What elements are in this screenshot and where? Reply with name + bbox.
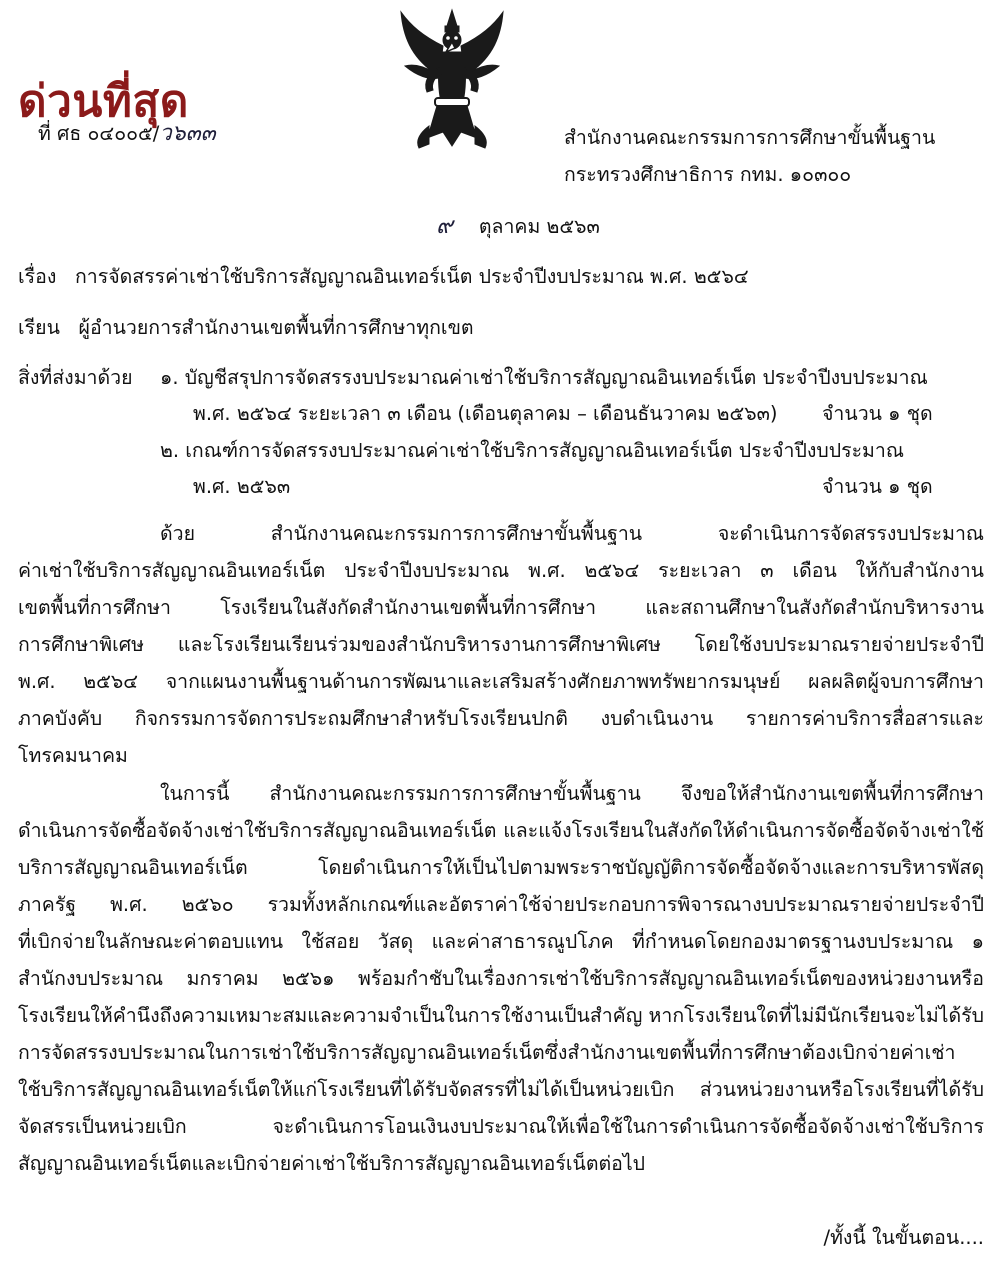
- urgency-heading: ด่วนที่สุด: [18, 76, 189, 127]
- paragraph-2-line: ใช้บริการสัญญาณอินเทอร์เน็ตให้แก่โรงเรียนที่ได้รับจัดสรรที่ไม่ได้เป็นหน่วยเบิก ส่วนหน่วยงานหรือโรงเรียนที่ได้รับ: [18, 1078, 984, 1101]
- paragraph-2-line: ที่เบิกจ่ายในลักษณะค่าตอบแทน ใช้สอย วัสดุ และค่าสาธารณูปโภค ที่กำหนดโดยกองมาตรฐานงบประมาณ ๑: [18, 930, 984, 953]
- paragraph-2-line: ดำเนินการจัดซื้อจัดจ้างเช่าใช้บริการสัญญาณอินเทอร์เน็ต และแจ้งโรงเรียนในสังกัดให้ดำเนินการจัดซื้อจัดจ้างเช่าใช้: [18, 819, 984, 842]
- subject-text: การจัดสรรค่าเช่าใช้บริการสัญญาณอินเทอร์เน็ต ประจำปีงบประมาณ พ.ศ. ๒๕๖๔: [74, 265, 749, 288]
- paragraph-2-line: สัญญาณอินเทอร์เน็ตและเบิกจ่ายค่าเช่าใช้บริการสัญญาณอินเทอร์เน็ตต่อไป: [18, 1152, 646, 1175]
- attachment-1-quantity: จำนวน ๑ ชุด: [822, 402, 933, 425]
- paragraph-1-line: เขตพื้นที่การศึกษา โรงเรียนในสังกัดสำนักงานเขตพื้นที่การศึกษา และสถานศึกษาในสังกัดสำนักบริหารงาน: [18, 596, 984, 619]
- attachment-2-quantity: จำนวน ๑ ชุด: [822, 475, 933, 498]
- date-day-handwritten: ๙: [436, 213, 453, 239]
- attachments-label: สิ่งที่ส่งมาด้วย: [18, 366, 133, 389]
- paragraph-2-line: สำนักงบประมาณ มกราคม ๒๕๖๑ พร้อมกำชับในเรื่องการเช่าใช้บริการสัญญาณอินเทอร์เน็ตของหน่วยงานหรือ: [18, 967, 984, 990]
- continuation-marker: /ทั้งนี้ ในขั้นตอน....: [823, 1226, 984, 1249]
- recipient-text: ผู้อำนวยการสำนักงานเขตพื้นที่การศึกษาทุกเขต: [78, 316, 474, 339]
- recipient-line: [18, 318, 474, 338]
- paragraph-2-line: จัดสรรเป็นหน่วยเบิก จะดำเนินการโอนเงินงบประมาณให้เพื่อใช้ในการดำเนินการจัดซื้อจัดจ้างเช่าใช้บริการ: [18, 1115, 984, 1138]
- paragraph-2-line: โรงเรียนให้คำนึงถึงความเหมาะสมและความจำเป็นในการใช้งานเป็นสำคัญ หากโรงเรียนใดที่ไม่มีนักเรียนจะไม่ได้รับ: [18, 1004, 984, 1027]
- attachment-2-line1: ๒. เกณฑ์การจัดสรรงบประมาณค่าเช่าใช้บริการสัญญาณอินเทอร์เน็ต ประจำปีงบประมาณ: [160, 439, 904, 462]
- subject-label: เรื่อง: [18, 265, 57, 288]
- paragraph-2-line: ภาครัฐ พ.ศ. ๒๕๖๐ รวมทั้งหลักเกณฑ์และอัตราค่าใช้จ่ายประกอบการพิจารณางบประมาณรายจ่ายประจำปี: [18, 893, 984, 916]
- attachment-1-line2: พ.ศ. ๒๕๖๔ ระยะเวลา ๓ เดือน (เดือนตุลาคม – เดือนธันวาคม ๒๕๖๓): [193, 402, 778, 425]
- paragraph-1-line: โทรคมนาคม: [18, 744, 128, 767]
- paragraph-1-line: ภาคบังคับ กิจกรรมการจัดการประถมศึกษาสำหรับโรงเรียนปกติ งบดำเนินงาน รายการค่าบริการสื่อสารและ: [18, 707, 984, 730]
- reference-number: [38, 123, 216, 145]
- paragraph-1-line: พ.ศ. ๒๕๖๔ จากแผนงานพื้นฐานด้านการพัฒนาและเสริมสร้างศักยภาพทรัพยากรมนุษย์ ผลผลิตผู้จบการศึกษา: [18, 670, 984, 693]
- paragraph-1-line: ด้วย สำนักงานคณะกรรมการการศึกษาขั้นพื้นฐาน จะดำเนินการจัดสรรงบประมาณ: [160, 522, 984, 545]
- attachment-2-line2: พ.ศ. ๒๕๖๓: [193, 475, 291, 498]
- reference-handwritten-number: ว๖๓๓: [159, 121, 216, 146]
- letter-date: [436, 215, 600, 238]
- paragraph-2-line: ในการนี้ สำนักงานคณะกรรมการการศึกษาขั้นพื้นฐาน จึงขอให้สำนักงานเขตพื้นที่การศึกษา: [160, 782, 984, 805]
- subject-line: [18, 267, 749, 287]
- date-month-year: ตุลาคม ๒๕๖๓: [478, 215, 600, 238]
- paragraph-2-line: บริการสัญญาณอินเทอร์เน็ต โดยดำเนินการให้เป็นไปตามพระราชบัญญัติการจัดซื้อจัดจ้างและการบริหารพัสดุ: [18, 856, 984, 879]
- paragraph-1-line: การศึกษาพิเศษ และโรงเรียนเรียนร่วมของสำนักบริหารงานการศึกษาพิเศษ โดยใช้งบประมาณรายจ่ายประจำปี: [18, 633, 984, 656]
- organization-name: สำนักงานคณะกรรมการการศึกษาขั้นพื้นฐาน: [564, 126, 936, 149]
- attachment-1-line1: ๑. บัญชีสรุปการจัดสรรงบประมาณค่าเช่าใช้บริการสัญญาณอินเทอร์เน็ต ประจำปีงบประมาณ: [160, 366, 928, 389]
- recipient-label: เรียน: [18, 316, 60, 339]
- organization-address: กระทรวงศึกษาธิการ กทม. ๑๐๓๐๐: [564, 163, 852, 186]
- garuda-emblem-icon: [393, 6, 511, 152]
- paragraph-1-line: ค่าเช่าใช้บริการสัญญาณอินเทอร์เน็ต ประจำปีงบประมาณ พ.ศ. ๒๕๖๔ ระยะเวลา ๓ เดือน ให้กับสำนักงาน: [18, 559, 984, 582]
- paragraph-2-line: การจัดสรรงบประมาณในการเช่าใช้บริการสัญญาณอินเทอร์เน็ตซึ่งสำนักงานเขตพื้นที่การศึกษาต้องเบิกจ่ายค่าเช่า: [18, 1041, 956, 1064]
- reference-prefix: ที่ ศธ ๐๔๐๐๕/: [38, 122, 160, 145]
